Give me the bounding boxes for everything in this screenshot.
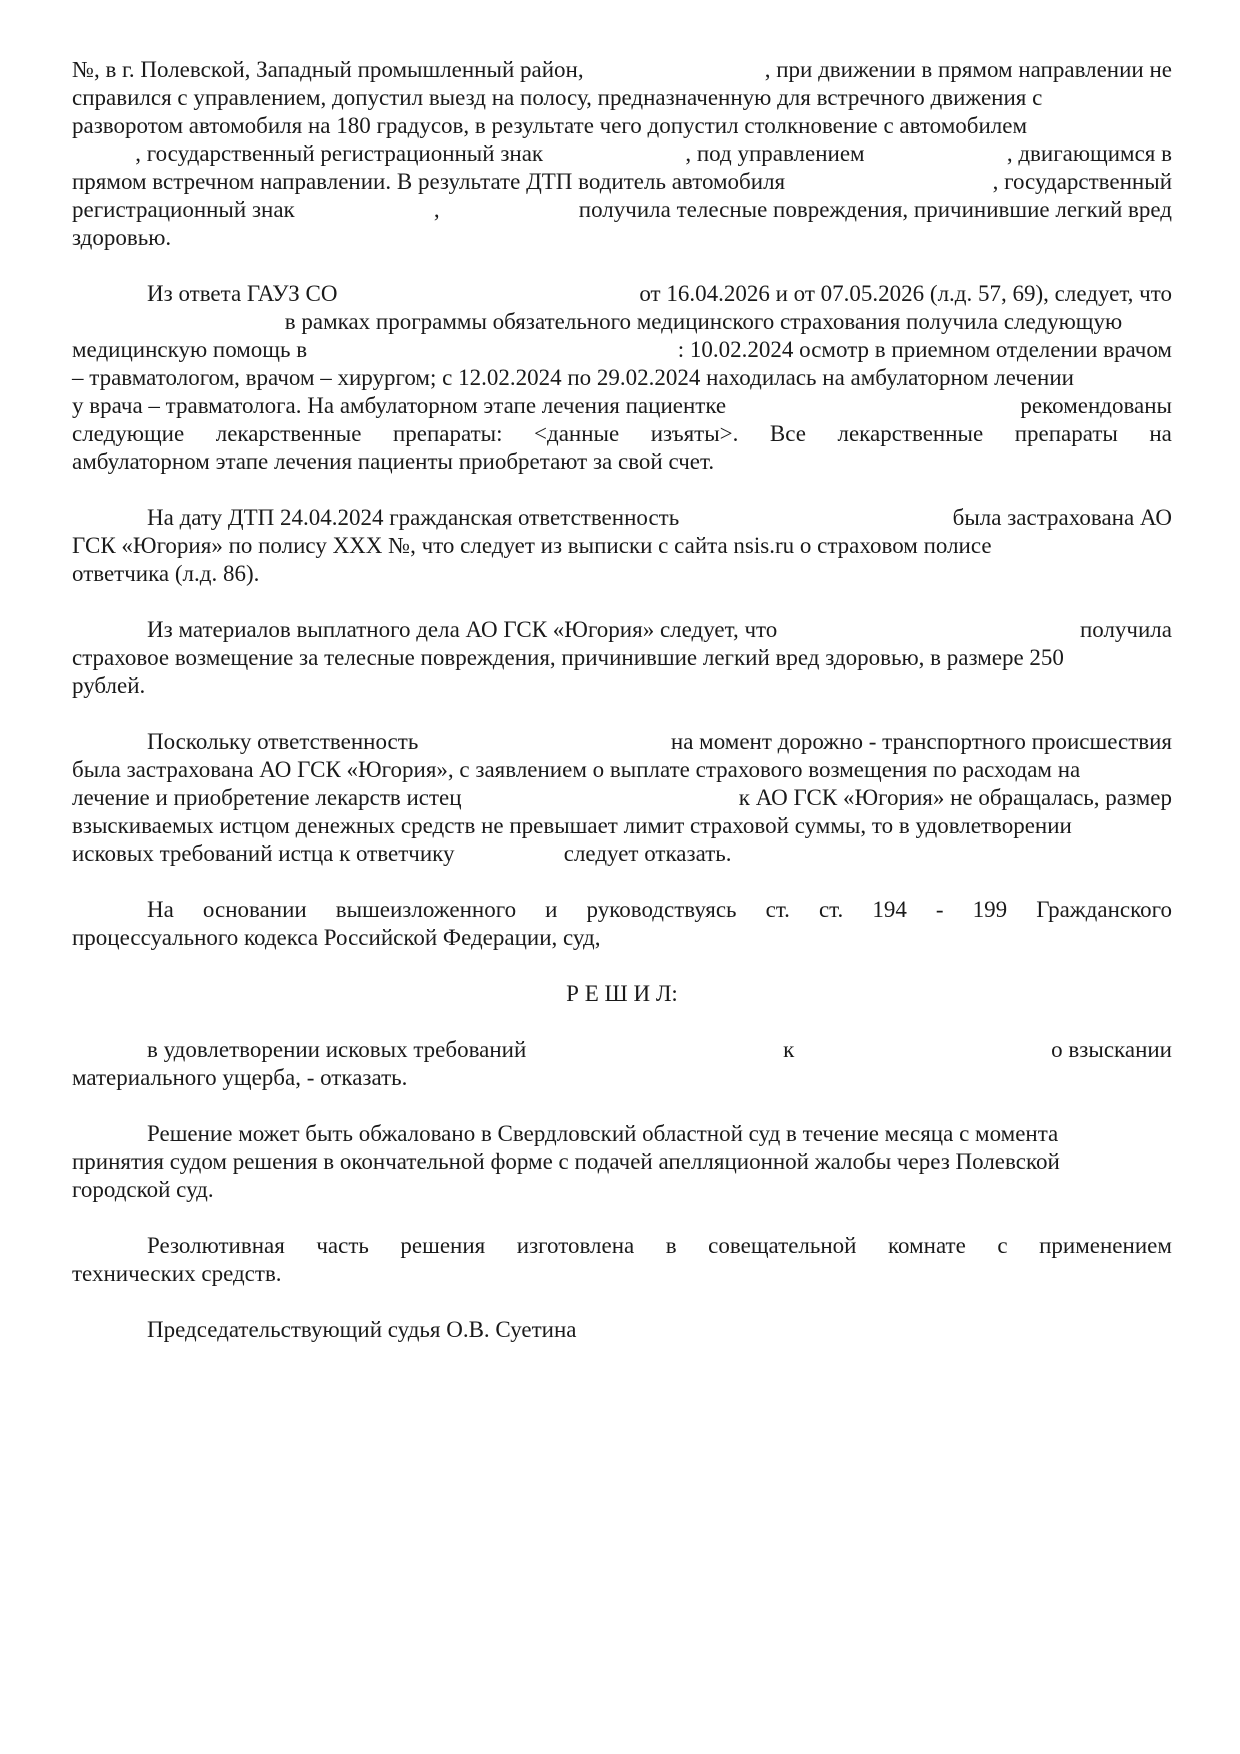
paragraph-gap [72, 1092, 1172, 1120]
text-line [72, 560, 1172, 588]
text-line [72, 1316, 1172, 1344]
text-segment: , двигающимся в [1006, 141, 1172, 166]
text-line [72, 980, 1172, 1008]
paragraph-gap [72, 1204, 1172, 1232]
text-segment: рекомендованы [1020, 393, 1172, 418]
text-segment: часть [316, 1233, 369, 1258]
text-segment: взыскиваемых истцом денежных средств не превышает лимит страховой суммы, то в удовлетворении [72, 813, 1072, 838]
paragraph-gap [72, 252, 1172, 280]
text-segment: от 16.04.2026 и от 07.05.2026 (л.д. 57, 69), следует, что [639, 281, 1172, 306]
text-segment: материального ущерба, - отказать. [72, 1065, 408, 1090]
text-segment: ответчика (л.д. 86). [72, 561, 260, 586]
text-line [72, 448, 1172, 476]
text-segment: технических средств. [72, 1261, 282, 1286]
paragraph [72, 504, 1172, 588]
paragraph-gap [72, 588, 1172, 616]
text-line [72, 140, 1172, 168]
text-line [72, 84, 1172, 112]
text-segment: Из ответа ГАУЗ СО [147, 281, 338, 306]
text-segment: Гражданского [1036, 897, 1172, 922]
text-line [72, 784, 1172, 812]
text-segment: , [433, 197, 440, 222]
text-segment: регистрационный знак [72, 197, 295, 222]
text-segment: прямом встречном направлении. В результате ДТП водитель автомобиля [72, 169, 786, 194]
text-segment: руководствуясь [586, 897, 737, 922]
text-line [72, 756, 1172, 784]
text-segment: Председательствующий судья О.В. Суетина [147, 1317, 577, 1342]
text-line [72, 420, 1172, 448]
text-segment: , государственный регистрационный знак [72, 141, 544, 166]
text-segment: здоровью. [72, 225, 172, 250]
text-line [72, 308, 1172, 336]
text-segment: основании [202, 897, 307, 922]
text-line [72, 812, 1172, 840]
text-segment: лекарственные [215, 421, 362, 446]
text-segment: разворотом автомобиля на 180 градусов, в результате чего допустил столкновение с автомобилем [72, 113, 1028, 138]
text-segment: изготовлена [516, 1233, 635, 1258]
text-line [72, 1232, 1172, 1260]
text-segment: ст. [765, 897, 790, 922]
paragraph [72, 1120, 1172, 1204]
text-segment: №, в г. Полевской, Западный промышленный район, [72, 57, 584, 82]
text-line [72, 728, 1172, 756]
text-segment: , при движении в прямом направлении не [764, 57, 1172, 82]
paragraph [72, 1232, 1172, 1288]
paragraph-gap [72, 1008, 1172, 1036]
text-segment: у врача – травматолога. На амбулаторном этапе лечения пациентке [72, 393, 727, 418]
text-line [72, 616, 1172, 644]
text-line [72, 168, 1172, 196]
paragraph-gap [72, 700, 1172, 728]
text-line [72, 532, 1172, 560]
text-line [72, 364, 1172, 392]
text-segment: вышеизложенного [335, 897, 517, 922]
text-segment: процессуального кодекса Российской Федерации, суд, [72, 925, 601, 950]
judge-signature-line [72, 1316, 1172, 1344]
text-segment: – травматологом, врачом – хирургом; с 12.02.2024 по 29.02.2024 находилась на амбулаторном лечении [72, 365, 1074, 390]
text-segment: в [665, 1233, 677, 1258]
text-segment: совещательной [708, 1233, 857, 1258]
text-segment: на [1149, 421, 1172, 446]
text-segment: На [147, 897, 174, 922]
text-segment: на момент дорожно - транспортного происшествия [670, 729, 1172, 754]
text-segment: к АО ГСК «Югория» не обращалась, размер [738, 785, 1172, 810]
text-segment: Из материалов выплатного дела АО ГСК «Югория» следует, что [147, 617, 778, 642]
text-line [72, 1036, 1172, 1064]
text-segment: в рамках программы обязательного медицинского страхования получила следующую [72, 309, 1123, 334]
text-line [72, 1064, 1172, 1092]
text-segment: о взыскании [1051, 1037, 1172, 1062]
text-segment: справился с управлением, допустил выезд на полосу, предназначенную для встречного движения с [72, 85, 1043, 110]
text-segment: Р Е Ш И Л: [566, 981, 678, 1006]
document-page [72, 56, 1172, 1344]
text-segment: в удовлетворении исковых требований [147, 1037, 527, 1062]
text-segment: с [997, 1233, 1008, 1258]
text-segment: лечение и приобретение лекарств истец [72, 785, 462, 810]
text-segment: применением [1039, 1233, 1172, 1258]
text-segment: принятия судом решения в окончательной форме с подачей апелляционной жалобы через Полевской [72, 1149, 1060, 1174]
text-line [72, 672, 1172, 700]
text-segment: следующие [72, 421, 185, 446]
text-segment: препараты [1014, 421, 1118, 446]
text-segment: исковых требований истца к ответчику следует отказать. [72, 841, 732, 866]
paragraph [72, 896, 1172, 952]
text-segment: ст. [818, 897, 844, 922]
text-segment: На дату ДТП 24.04.2024 гражданская ответственность [147, 505, 680, 530]
text-segment: комнате [888, 1233, 966, 1258]
text-segment: амбулаторном этапе лечения пациенты приобретают за свой счет. [72, 449, 715, 474]
paragraph [72, 56, 1172, 252]
text-line [72, 112, 1172, 140]
text-segment: городской суд. [72, 1177, 214, 1202]
text-line [72, 280, 1172, 308]
text-segment: лекарственные [837, 421, 984, 446]
text-segment: решения [400, 1233, 486, 1258]
text-segment: получила телесные повреждения, причинившие легкий вред [578, 197, 1172, 222]
text-segment: Резолютивная [147, 1233, 285, 1258]
paragraph-gap [72, 476, 1172, 504]
text-segment: <данные [534, 421, 620, 446]
paragraph [72, 728, 1172, 868]
text-line [72, 924, 1172, 952]
text-segment: препараты: [392, 421, 503, 446]
text-line [72, 1148, 1172, 1176]
text-segment: ГСК «Югория» по полису ХХХ №, что следует из выписки с сайта nsis.ru о страховом полисе [72, 533, 992, 558]
text-segment: к [783, 1037, 795, 1062]
text-segment: , под управлением [685, 141, 865, 166]
paragraph [72, 616, 1172, 700]
text-line [72, 1120, 1172, 1148]
text-line [72, 56, 1172, 84]
text-segment: была застрахована АО [952, 505, 1172, 530]
text-segment: изъяты>. [650, 421, 739, 446]
text-line [72, 504, 1172, 532]
text-line [72, 336, 1172, 364]
text-segment: была застрахована АО ГСК «Югория», с заявлением о выплате страхового возмещения по расходам на [72, 757, 1081, 782]
paragraph [72, 1036, 1172, 1092]
text-segment: получила [1079, 617, 1172, 642]
text-line [72, 1176, 1172, 1204]
text-segment: 199 [972, 897, 1008, 922]
text-segment: рублей. [72, 673, 146, 698]
text-line [72, 1260, 1172, 1288]
text-segment: - [935, 897, 944, 922]
text-segment: и [545, 897, 558, 922]
text-segment: 194 [872, 897, 907, 922]
text-line [72, 896, 1172, 924]
paragraph-gap [72, 952, 1172, 980]
text-line [72, 392, 1172, 420]
text-segment: Решение может быть обжаловано в Свердловский областной суд в течение месяца с момента [147, 1121, 1059, 1146]
text-line [72, 196, 1172, 224]
text-segment: медицинскую помощь в [72, 337, 308, 362]
text-segment: страховое возмещение за телесные повреждения, причинившие легкий вред здоровью, в размере 250 [72, 645, 1064, 670]
paragraph-gap [72, 1288, 1172, 1316]
text-line [72, 840, 1172, 868]
text-line [72, 224, 1172, 252]
text-segment: Поскольку ответственность [147, 729, 419, 754]
paragraph [72, 280, 1172, 476]
paragraph-gap [72, 868, 1172, 896]
text-segment: : 10.02.2024 осмотр в приемном отделении врачом [677, 337, 1172, 362]
text-line [72, 644, 1172, 672]
text-segment: , государственный [992, 169, 1172, 194]
text-segment: Все [769, 421, 806, 446]
decision-heading [72, 980, 1172, 1008]
